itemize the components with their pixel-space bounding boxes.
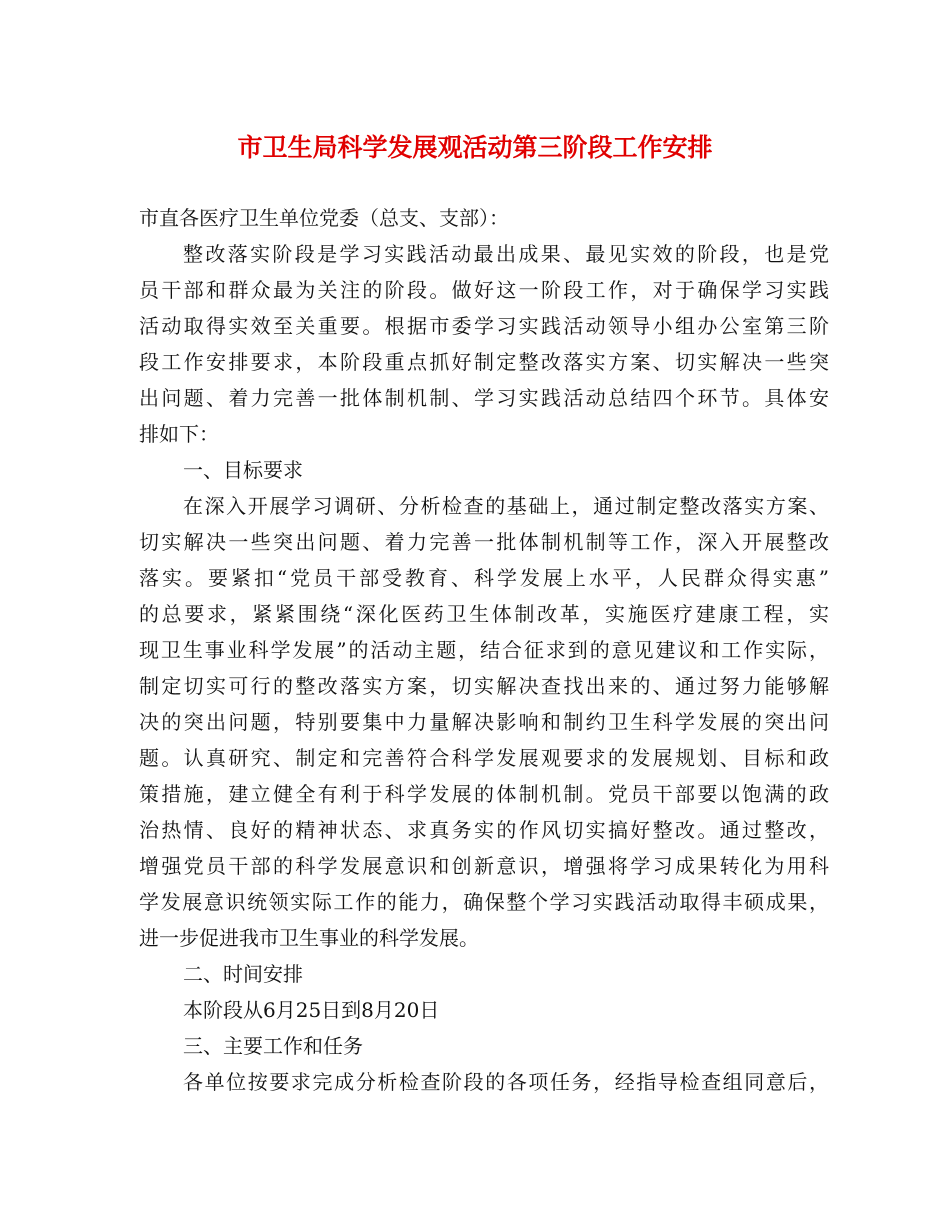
body-line: 员干部和群众最为关注的阶段。做好这一阶段工作，对于确保学习实践 [139, 278, 829, 302]
body-line: 进一步促进我市卫生事业的科学发展。 [139, 926, 479, 950]
body-line: 题。认真研究、制定和完善符合科学发展观要求的发展规划、目标和政 [139, 746, 829, 770]
body-line: 增强党员干部的科学发展意识和创新意识，增强将学习成果转化为用科 [139, 854, 829, 878]
body-line: 一、目标要求 [183, 458, 303, 482]
body-line: 各单位按要求完成分析检查阶段的各项任务，经指导检查组同意后， [183, 1070, 829, 1094]
document-body [139, 200, 829, 1100]
body-line: 三、主要工作和任务 [183, 1034, 363, 1058]
body-line: 策措施，建立健全有利于科学发展的体制机制。党员干部要以饱满的政 [139, 782, 829, 806]
body-line: 治热情、良好的精神状态、求真务实的作风切实搞好整改。通过整改， [139, 818, 829, 842]
body-line: 的总要求，紧紧围绕“深化医药卫生体制改革，实施医疗建康工程，实 [139, 602, 829, 626]
body-line: 市直各医疗卫生单位党委（总支、支部）： [139, 206, 509, 230]
body-line: 出问题、着力完善一批体制机制、学习实践活动总结四个环节。具体安 [139, 386, 829, 410]
body-line: 活动取得实效至关重要。根据市委学习实践活动领导小组办公室第三阶 [139, 314, 829, 338]
body-line: 排如下： [139, 422, 219, 446]
body-line: 落实。要紧扣“党员干部受教育、科学发展上水平，人民群众得实惠” [139, 566, 829, 590]
body-line: 在深入开展学习调研、分析检查的基础上，通过制定整改落实方案、 [183, 494, 829, 518]
document-title: 市卫生局科学发展观活动第三阶段工作安排 [237, 133, 713, 162]
body-line: 现卫生事业科学发展”的活动主题，结合征求到的意见建议和工作实际， [139, 638, 829, 662]
body-line: 决的突出问题，特别要集中力量解决影响和制约卫生科学发展的突出问 [139, 710, 829, 734]
body-line: 本阶段从6月25日到8月20日 [183, 998, 440, 1022]
body-line: 整改落实阶段是学习实践活动最出成果、最见实效的阶段，也是党 [183, 242, 829, 266]
body-line: 段工作安排要求，本阶段重点抓好制定整改落实方案、切实解决一些突 [139, 350, 829, 374]
body-line: 二、时间安排 [183, 962, 303, 986]
body-line: 切实解决一些突出问题、着力完善一批体制机制等工作，深入开展整改 [139, 530, 829, 554]
body-line: 制定切实可行的整改落实方案，切实解决查找出来的、通过努力能够解 [139, 674, 829, 698]
body-line: 学发展意识统领实际工作的能力，确保整个学习实践活动取得丰硕成果， [139, 890, 829, 914]
